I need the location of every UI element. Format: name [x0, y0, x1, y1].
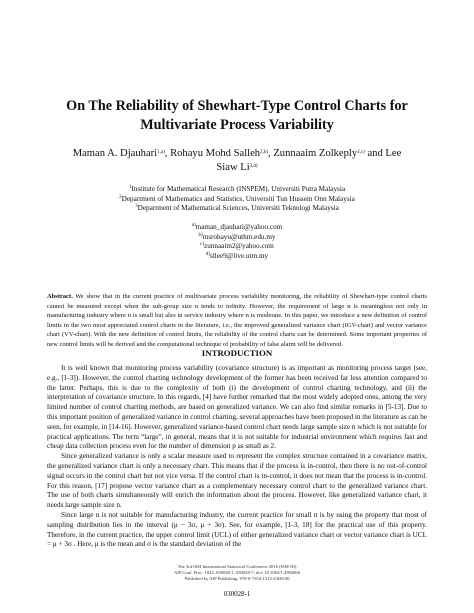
abstract-text: We show that in the current practice of multivariate process variability monitoring, the reliability of Shewhart-type control charts cannot be measured except when the sub-group size n tends to infinity. However, the requirement of large n is meaningless not only in manufacturing industry where n is small but also in service industry where n is moderate. In this paper, we introduce a new definition of control limits in the two most appreciated control charts in the literature, i.e., the improved generalized variance chart (IGV-chart) and vector variance chart (VV-chart). With the new definition of control limits, the reliability of the control charts can be determined. Some important properties of new control limits will be derived and the computational technique of probability of false alarm will be delivered. — [47, 293, 427, 348]
author-affiliation-mark: 2,b) — [260, 150, 269, 155]
author-name: Siaw Li — [216, 162, 250, 173]
affiliation-text: Department of Mathematics and Statistics, Universiti Tun Hussein Onn Malaysia — [121, 194, 355, 203]
email-entry — [160, 233, 314, 243]
author-affiliation-mark: 2,c) — [357, 150, 365, 155]
affiliation-mark: 1 — [128, 185, 132, 190]
author-separator: and Lee — [364, 148, 402, 159]
paragraph: Since generalized variance is only a scalar measure used to represent the complex structure contained in a covariance matrix, the generalized variance chart is only a necessary chart. This means that if the process is in-control, then there is no out-of-control signal occurs in the control chart but not vice versa. If the control chart is in-control, it does not mean that the process is in-control. For this reason, [17] propose vector variance chart as a complementary necessary control chart to the generalized variance chart. The use of both charts simultaneously will enrich the information about the process. However, like generalized variance chart, it needs large sample size n. — [47, 452, 427, 510]
title-line-2: Multivariate Process Variability — [140, 117, 334, 133]
affiliation-text: Institute for Mathematical Research (INSPEM), Universiti Putra Malaysia — [131, 185, 346, 193]
affiliation-text: Department of Mathematical Sciences, Universiti Teknologi Malaysia — [137, 204, 339, 213]
email-address: maman_djauhari@yahoo.com — [195, 223, 283, 231]
email-mark: d) — [205, 251, 211, 257]
email-address: sllee9@live.utm.my — [210, 251, 269, 260]
body-text — [47, 364, 427, 550]
footer-conference: The 3rd ISM International Statistical Conference 2016 (ISM-III) — [177, 564, 297, 569]
paragraph: It is well known that monitoring process variability (covariance structure) is as important as monitoring process target (see, e.g., [1-3]). However, the control charting technology development of the former has been received far less attention compared to the latter. Perhaps, this is due to the complexity of both (i) the development of control charting technology, and (ii) the interpretation of covariance structure. In this regards, [4] have further remarked that the most widely adopted ones, among the very limited number of control charting methods, are based on generalized variance. We can also find similar remarks in [5-13]. Due to this important position of generalized variance in control charting, several approaches have been proposed in the literature as can be seen, for example, in [14-16]. However, generalized variance-based control chart needs large sample size n which is not suitable for practical applications. The term “large”, in general, means that it is not suitable for industrial environment which requires fast and cheap data collection process even for the number of dimension p as small as 2. — [47, 364, 427, 451]
section-heading: INTRODUCTION — [201, 348, 273, 358]
affiliation — [60, 195, 414, 205]
affiliation-list — [60, 185, 414, 214]
email-mark: a) — [191, 223, 196, 228]
email-mark: c) — [200, 242, 204, 248]
email-entry — [160, 252, 314, 262]
affiliation-mark: 3 — [135, 204, 138, 210]
paragraph: Since large n is not suitable for manufacturing industry, the current practice for small n is by using the property that most of sampling distribution lies in the interval (μ − 3σ, μ + 3σ). See, for example, [1-3, 18] for the practical use of this property. Therefore, in the current practice, the upper control limit (UCL) of either generalized variance chart or vector variance chart is UCL = μ + 3σ . Here, μ is the mean and σ is the standard deviation of the — [47, 510, 427, 549]
title-line-1: On The Reliability of Shewhart-Type Control Charts for — [66, 98, 408, 114]
email-entry — [160, 242, 314, 252]
author-name: Maman A. Djauhari — [72, 148, 158, 159]
author-affiliation-mark: 3,d) — [249, 164, 258, 169]
footer-publisher: Published by AIP Publishing. 978-0-7354-1512-4/$30.00 — [184, 576, 290, 581]
email-entry — [160, 223, 314, 233]
author-name: Rohayu Mohd Salleh — [170, 148, 261, 159]
abstract — [47, 292, 427, 350]
email-address: msrohayu@uthm.edu.my — [202, 232, 276, 241]
paper-title — [40, 97, 434, 135]
affiliation-mark: 2 — [119, 194, 122, 200]
email-mark: b) — [198, 232, 203, 238]
abstract-label: Abstract. — [47, 293, 73, 300]
email-list — [160, 223, 314, 261]
author-separator: , — [164, 148, 171, 159]
email-address: zunnaaim2@yahoo.com — [204, 242, 274, 251]
author-name: Zunnaaim Zolkeply — [273, 148, 358, 159]
affiliation — [60, 204, 414, 214]
footer-citation: AIP Conf. Proc. 1842, 030028-1–030028-7; doi: 10.1063/1.4982866 — [173, 570, 301, 575]
author-list — [52, 147, 422, 175]
publication-footer — [100, 564, 374, 582]
author-affiliation-mark: 1,a) — [157, 150, 165, 155]
affiliation — [60, 185, 414, 195]
page-number: 030028-1 — [223, 590, 251, 598]
author-separator: , — [268, 148, 274, 159]
